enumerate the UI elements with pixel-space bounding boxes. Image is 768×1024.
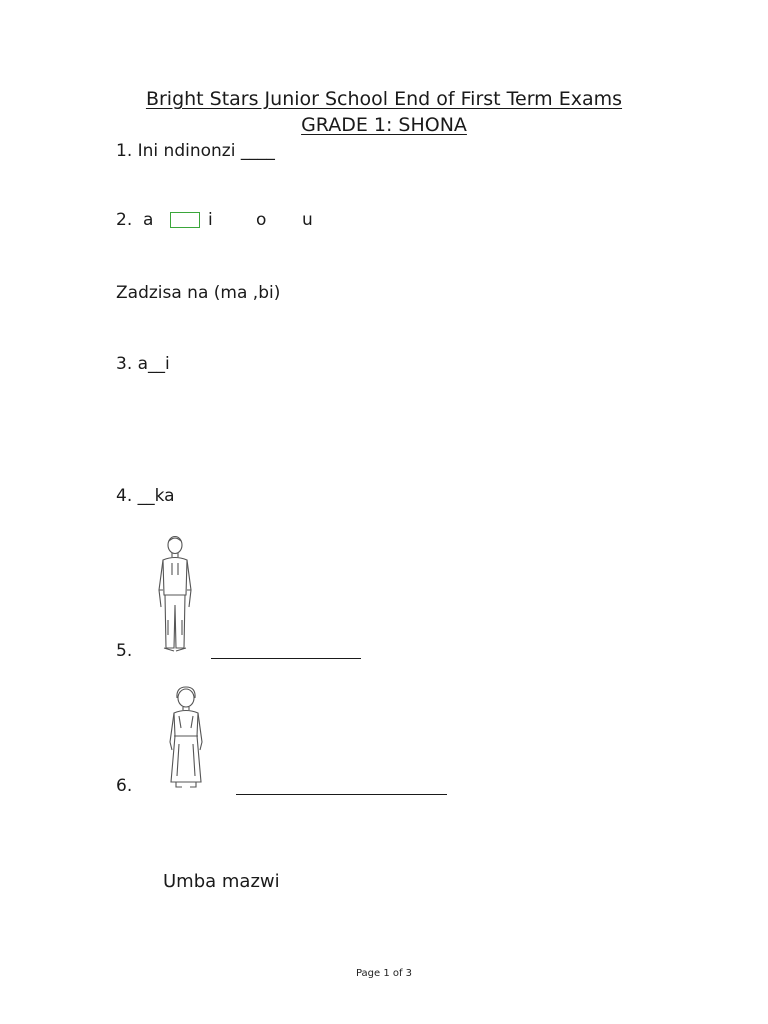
question-2-number: 2. [116, 210, 133, 230]
question-3: 3. a__i [116, 354, 170, 374]
woman-figure-icon [163, 686, 209, 796]
fill-instruction: Zadzisa na (ma ,bi) [116, 283, 281, 303]
vowel-o: o [256, 210, 267, 230]
question-4: 4. __ka [116, 486, 175, 506]
question-1: 1. Ini ndinonzi ____ [116, 141, 275, 161]
section-heading: Umba mazwi [163, 871, 280, 892]
vowel-u: u [302, 210, 313, 230]
subject-title: GRADE 1: SHONA [301, 114, 467, 136]
answer-line-5[interactable] [211, 658, 361, 659]
missing-vowel-box[interactable] [170, 212, 200, 228]
man-figure-icon [150, 535, 200, 660]
exam-title: Bright Stars Junior School End of First Term Exams [145, 88, 623, 110]
answer-line-6[interactable] [236, 794, 447, 795]
question-5-number: 5. [116, 641, 133, 661]
vowel-i: i [208, 210, 213, 230]
vowel-a: a [143, 210, 154, 230]
page-number: Page 1 of 3 [355, 968, 413, 979]
question-6-number: 6. [116, 776, 133, 796]
